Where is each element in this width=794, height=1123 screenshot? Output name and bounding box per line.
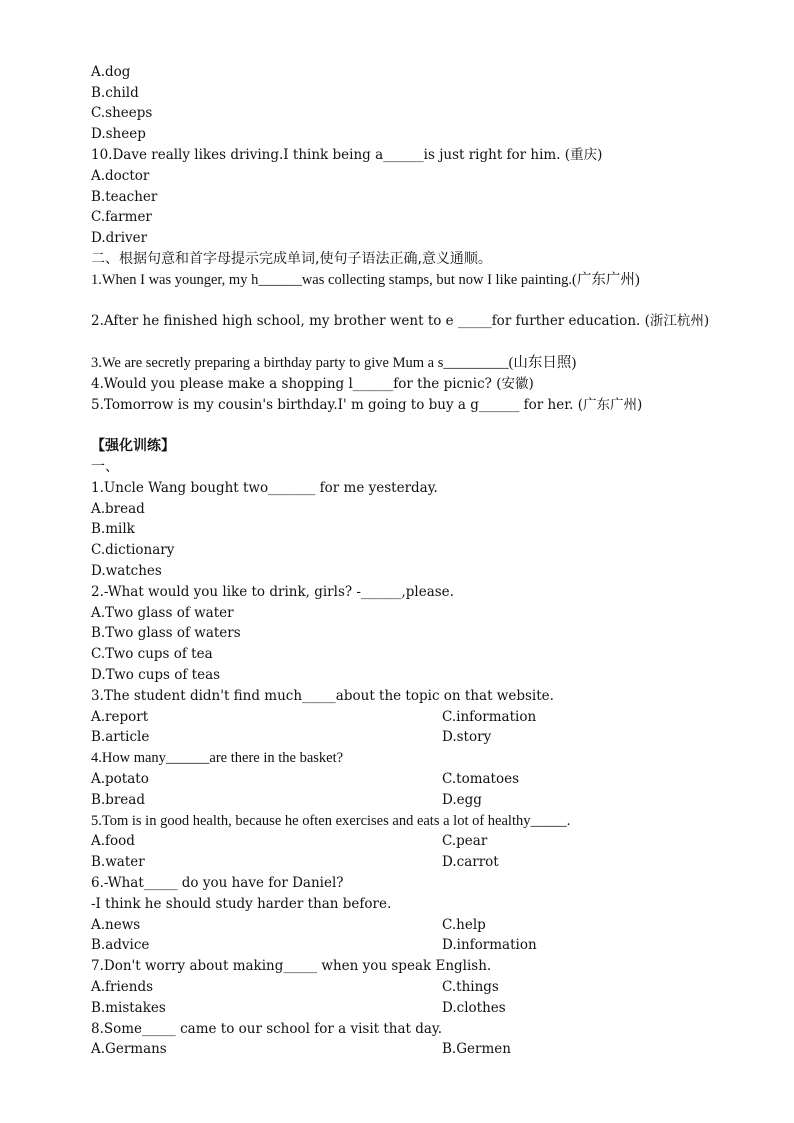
question-line: 10.Dave really likes driving.I think being a______is just right for him. (重庆): [91, 147, 603, 163]
option-line: B.milk: [91, 521, 135, 537]
question-line: 4.Would you please make a shopping l______for the picnic? (安徽): [91, 376, 534, 392]
option-line: D.Two cups of teas: [91, 667, 221, 683]
option-line: C.pear: [442, 833, 488, 849]
question-line: 4.How many______are there in the basket?: [91, 750, 344, 766]
question-line: 3.We are secretly preparing a birthday party to give Mum a s_________(山东日照): [91, 355, 577, 371]
option-line: C.sheeps: [91, 105, 153, 121]
option-line: D.watches: [91, 563, 162, 579]
option-line: C.Two cups of tea: [91, 646, 213, 662]
question-line: 5.Tom is in good health, because he often exercises and eats a lot of healthy_____.: [91, 813, 571, 829]
option-line: A.Two glass of water: [91, 605, 234, 621]
section-number: 一、: [91, 459, 119, 475]
option-line: C.dictionary: [91, 542, 175, 558]
question-line: 8.Some_____ came to our school for a visit that day.: [91, 1021, 443, 1037]
option-line: A.dog: [91, 64, 131, 80]
option-line: B.Two glass of waters: [91, 625, 241, 641]
option-line: A.report: [91, 709, 149, 725]
option-line: A.bread: [91, 501, 145, 517]
question-line: 7.Don't worry about making_____ when you speak English.: [91, 958, 492, 974]
option-line: B.Germen: [442, 1041, 511, 1057]
option-line: B.advice: [91, 937, 150, 953]
section-heading: 二、根据句意和首字母提示完成单词,使句子语法正确,意义通顺。: [91, 251, 492, 267]
option-line: C.tomatoes: [442, 771, 520, 787]
option-line: A.food: [91, 833, 135, 849]
option-line: D.information: [442, 937, 537, 953]
question-line: -I think he should study harder than before.: [91, 896, 392, 912]
question-line: 3.The student didn't find much_____about the topic on that website.: [91, 688, 554, 704]
question-line: 2.-What would you like to drink, girls? -______,please.: [91, 584, 454, 600]
option-line: B.child: [91, 85, 139, 101]
option-line: D.sheep: [91, 126, 146, 142]
question-line: 1.When I was younger, my h______was collecting stamps, but now I like painting.(广东广州): [91, 272, 640, 288]
question-line: 6.-What_____ do you have for Daniel?: [91, 875, 344, 891]
section-heading: 【强化训练】: [91, 438, 175, 454]
option-line: A.potato: [91, 771, 149, 787]
option-line: B.water: [91, 854, 145, 870]
option-line: D.egg: [442, 792, 482, 808]
option-line: B.teacher: [91, 189, 158, 205]
option-line: B.article: [91, 729, 150, 745]
option-line: B.mistakes: [91, 1000, 166, 1016]
option-line: A.news: [91, 917, 141, 933]
option-line: D.carrot: [442, 854, 499, 870]
option-line: B.bread: [91, 792, 145, 808]
option-line: A.friends: [91, 979, 154, 995]
option-line: C.information: [442, 709, 537, 725]
option-line: D.clothes: [442, 1000, 506, 1016]
option-line: A.doctor: [91, 168, 150, 184]
option-line: D.driver: [91, 230, 148, 246]
option-line: A.Germans: [91, 1041, 167, 1057]
question-line: 2.After he finished high school, my brother went to e _____for further education. (浙江杭州): [91, 313, 710, 329]
option-line: D.story: [442, 729, 492, 745]
option-line: C.farmer: [91, 209, 152, 225]
question-line: 5.Tomorrow is my cousin's birthday.I' m going to buy a g______ for her. (广东广州): [91, 397, 643, 413]
question-line: 1.Uncle Wang bought two_______ for me yesterday.: [91, 480, 438, 496]
option-line: C.things: [442, 979, 499, 995]
option-line: C.help: [442, 917, 486, 933]
